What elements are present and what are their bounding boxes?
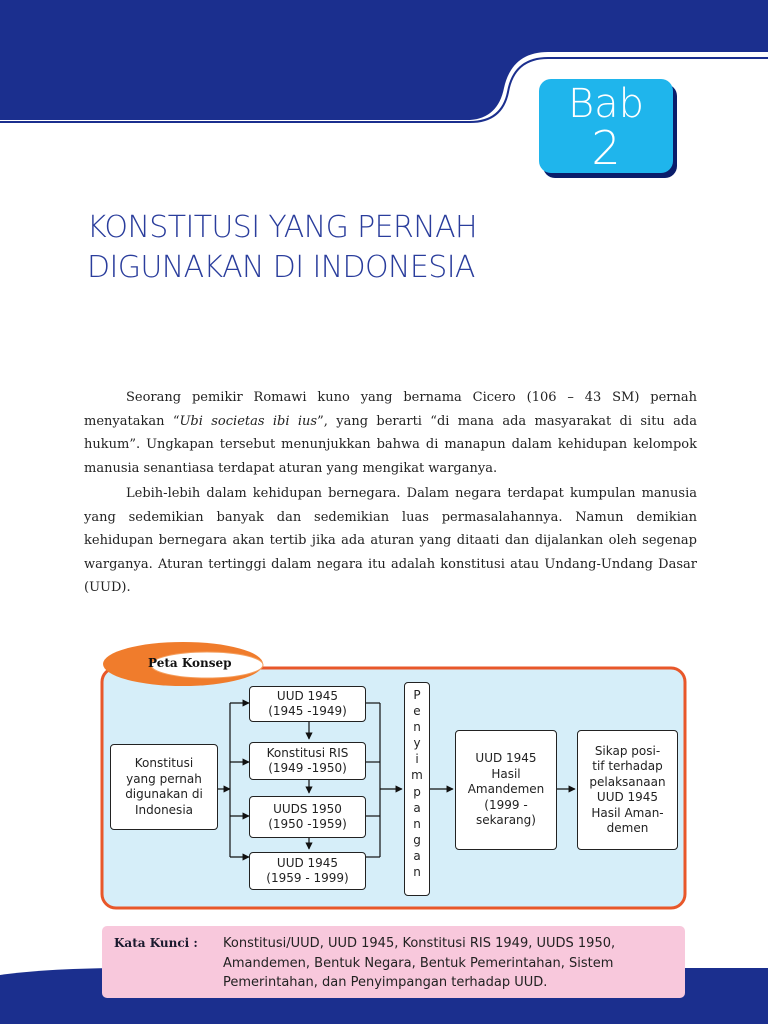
keywords-label: Kata Kunci : — [114, 936, 198, 950]
constitution-node-uud1945-first: UUD 1945 (1945 -1949) — [249, 686, 366, 722]
p1-after: ”, yang berarti “di mana ada masyarakat di situ ada hukum”. Ungkapan tersebut menunjukkan bahwa di manapun dalam kehidupan kelompok manusia senantiasa terdapat aturan yang mengikat warganya. — [84, 413, 697, 476]
chapter-title-line1: KONSTITUSI YANG PERNAH — [87, 210, 477, 245]
attitude-node: Sikap posi- tif terhadap pelaksanaan UUD 1945 Hasil Aman- demen — [577, 730, 678, 850]
amendment-node: UUD 1945 Hasil Amandemen (1999 - sekarang) — [455, 730, 557, 850]
p1-before: Seorang pemikir Romawi kuno yang bernama Cicero (106 – 43 SM) pernah menyatakan “ — [84, 390, 697, 429]
constitution-node-uud1945-second: UUD 1945 (1959 - 1999) — [249, 852, 366, 890]
intro-paragraph-1 — [84, 386, 697, 480]
constitution-node-uuds1950: UUDS 1950 (1950 -1959) — [249, 796, 366, 838]
constitution-node-ris: Konstitusi RIS (1949 -1950) — [249, 742, 366, 780]
chapter-badge — [539, 79, 673, 173]
keywords-text: Konstitusi/UUD, UUD 1945, Konstitusi RIS 1949, UUDS 1950, Amandemen, Bentuk Negara, Bentuk Pemerintahan, Sistem Pemerintahan, dan Penyimpangan terhadap UUD. — [223, 936, 616, 990]
source-node: Konstitusi yang pernah digunakan di Indonesia — [110, 744, 218, 830]
chapter-title-line2: DIGUNAKAN DI INDONESIA — [87, 250, 475, 285]
latin-quote: Ubi societas ibi ius — [179, 413, 318, 429]
intro-paragraph-2: Lebih-lebih dalam kehidupan bernegara. Dalam negara terdapat kumpulan manusia yang sedemikian banyak dan sedemikian luas permasalahannya. Namun demikian kehidupan bernegara akan tertib jika ada aturan yang ditaati dan dijalankan oleh segenap warganya. Aturan tertinggi dalam negara itu adalah konstitusi atau Undang-Undang Dasar (UUD). — [84, 486, 697, 595]
deviation-node: P e n y i m p a n g a n — [404, 682, 430, 896]
chapter-word: Bab — [567, 81, 645, 127]
keywords-box — [102, 926, 685, 998]
chapter-title — [87, 208, 647, 288]
peta-konsep-label: Peta Konsep — [148, 656, 232, 670]
chapter-number: 2 — [591, 121, 621, 175]
